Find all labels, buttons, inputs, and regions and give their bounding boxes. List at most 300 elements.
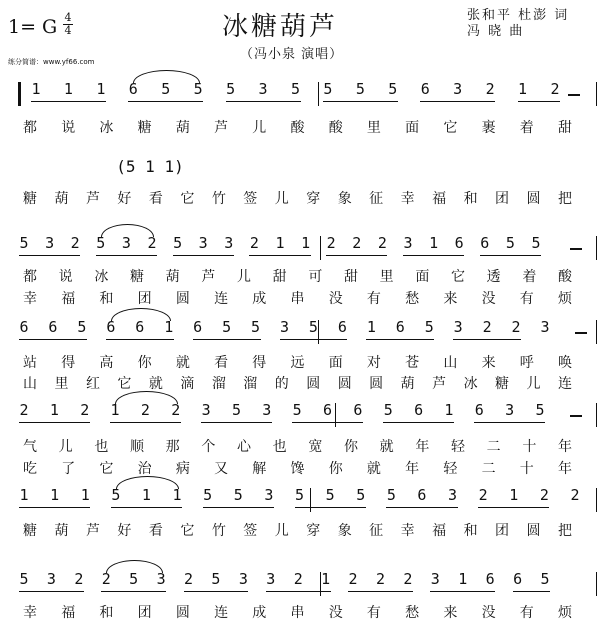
lyric-char: 它	[180, 191, 195, 207]
beam	[292, 422, 363, 423]
lyric-char: 儿	[58, 439, 73, 455]
lyric-char: 糖	[495, 376, 510, 392]
lyric-char: 它	[443, 120, 458, 136]
lyric-char: 站	[23, 355, 37, 371]
note: 6	[420, 80, 430, 98]
notation-row	[0, 570, 600, 600]
note: 6	[513, 570, 523, 588]
note: 2	[293, 570, 303, 588]
note: 1	[49, 401, 59, 419]
lyric-char: 吃	[23, 461, 37, 477]
note: 1	[19, 486, 29, 504]
lyric-line	[0, 602, 600, 620]
note: 1	[110, 401, 120, 419]
note: 5	[290, 80, 301, 98]
barline	[318, 82, 319, 106]
barline	[320, 572, 321, 596]
note: 3	[201, 401, 211, 419]
beam	[226, 101, 301, 102]
slur	[133, 70, 200, 83]
lyric-char: 福	[61, 291, 76, 307]
lyric-char: 芦	[85, 191, 100, 207]
beam	[249, 255, 310, 256]
lyric-char: 没	[481, 605, 496, 621]
note: 1	[321, 570, 331, 588]
lyric-char: 对	[366, 355, 381, 371]
lyric-char: 征	[369, 523, 384, 539]
lyric-char: 穿	[306, 523, 321, 539]
intro-notes: (5 1 1)	[116, 157, 184, 176]
lyric-char: 透	[486, 269, 501, 285]
beam	[106, 339, 174, 340]
lyric-char: 馋	[290, 461, 305, 477]
lyric-char: 心	[237, 439, 251, 455]
lyric-line	[0, 188, 600, 206]
lyric-char: 气	[23, 439, 37, 455]
beam	[128, 101, 203, 102]
lyric-char: 溜	[211, 376, 226, 392]
lyric-line	[0, 117, 600, 135]
note: 5	[383, 401, 393, 419]
lyric-char: 冰	[99, 120, 114, 136]
beam	[19, 507, 90, 508]
lyric-char: 和	[99, 605, 114, 621]
note: 3	[448, 486, 458, 504]
beam	[295, 507, 366, 508]
note: 2	[482, 318, 492, 336]
sustain-dash	[570, 415, 582, 417]
lyric-char: 儿	[526, 376, 541, 392]
lyric-char: 团	[137, 291, 152, 307]
beam	[513, 591, 550, 592]
lyric-char: 象	[337, 191, 352, 207]
lyric-line	[0, 520, 600, 538]
beam	[348, 591, 413, 592]
note: 6	[48, 318, 58, 336]
lyric-char: 糖	[130, 269, 144, 285]
note: 2	[101, 570, 111, 588]
beam	[96, 255, 157, 256]
lyric-char: 连	[214, 605, 229, 621]
lyric-char: 好	[117, 523, 132, 539]
note: 5	[19, 234, 29, 252]
beam	[518, 101, 560, 102]
lyric-char: 裹	[481, 120, 496, 136]
note: 5	[323, 80, 333, 98]
lyric-char: 就	[175, 355, 190, 371]
note: 5	[355, 80, 365, 98]
note: 5	[173, 234, 183, 252]
lyric-char: 酸	[328, 120, 343, 136]
note: 6	[485, 570, 495, 588]
lyric-char: 里	[366, 120, 381, 136]
note: 5	[292, 401, 302, 419]
lyric-char: 二	[481, 461, 496, 477]
note: 6	[106, 318, 116, 336]
lyric-char: 有	[519, 291, 534, 307]
lyric-char: 烦	[558, 291, 572, 307]
lyric-char: 也	[94, 439, 109, 455]
time-signature	[63, 12, 73, 37]
lyric-char: 成	[252, 291, 267, 307]
beam	[366, 339, 434, 340]
lyric-char: 有	[366, 291, 381, 307]
lyric-char: 苍	[405, 355, 420, 371]
beam	[19, 339, 87, 340]
lyric-char: 里	[54, 376, 69, 392]
lyric-char: 溜	[243, 376, 258, 392]
barline	[318, 320, 319, 344]
note: 6	[135, 318, 145, 336]
lyric-char: 山	[443, 355, 458, 371]
note: 3	[540, 318, 550, 336]
note: 3	[403, 234, 413, 252]
lyric-char: 糖	[23, 191, 37, 207]
note: 3	[264, 486, 274, 504]
beam	[111, 507, 182, 508]
lyric-char: 芦	[214, 120, 229, 136]
lyric-char: 里	[379, 269, 394, 285]
beam	[383, 422, 454, 423]
lyric-char: 芦	[85, 523, 100, 539]
lyric-char: 都	[23, 269, 37, 285]
lyric-char: 圆	[526, 523, 541, 539]
lyric-char: 葫	[165, 269, 180, 285]
beam	[19, 591, 84, 592]
sustain-dash	[570, 248, 582, 250]
lyric-char: 可	[308, 269, 323, 285]
note: 5	[111, 486, 121, 504]
beam	[110, 422, 181, 423]
lyric-char: 来	[443, 605, 458, 621]
note: 6	[323, 401, 333, 419]
lyric-char: 幸	[400, 191, 415, 207]
note: 6	[19, 318, 29, 336]
barline	[596, 572, 597, 596]
lyric-char: 芦	[201, 269, 216, 285]
lyric-char: 竹	[211, 523, 226, 539]
lyric-char: 葫	[54, 191, 69, 207]
note: 5	[77, 318, 87, 336]
note: 5	[294, 486, 305, 504]
lyric-char: 愁	[405, 291, 420, 307]
lyric-char: 的	[274, 376, 289, 392]
lyric-char: 儿	[274, 523, 289, 539]
note: 5	[535, 401, 545, 419]
lyric-char: 看	[148, 191, 163, 207]
lyric-char: 幸	[400, 523, 415, 539]
beam	[403, 255, 464, 256]
lyric-char: 着	[519, 120, 534, 136]
lyric-char: 高	[99, 355, 114, 371]
lyric-char: 甜	[558, 120, 572, 136]
lyric-char: 轻	[451, 439, 465, 455]
lyric-char: 征	[369, 191, 384, 207]
lyric-char: 宽	[308, 439, 323, 455]
lyric-char: 烦	[558, 605, 572, 621]
beam	[386, 507, 457, 508]
notation-row	[0, 234, 600, 264]
lyric-char: 你	[344, 439, 358, 455]
note: 5	[161, 80, 171, 98]
lyric-char: 呼	[519, 355, 534, 371]
lyric-char: 连	[558, 376, 572, 392]
note: 3	[45, 234, 55, 252]
note: 2	[80, 401, 90, 419]
lyric-char: 就	[379, 439, 394, 455]
beam	[420, 101, 495, 102]
note: 6	[480, 234, 490, 252]
lyric-char: 团	[137, 605, 152, 621]
lyric-char: 有	[366, 605, 381, 621]
lyric-char: 福	[432, 191, 447, 207]
beam	[474, 422, 545, 423]
lyric-char: 年	[558, 439, 572, 455]
time-signature-top: 4	[64, 11, 72, 24]
note: 5	[424, 318, 434, 336]
lyric-char: 成	[252, 605, 267, 621]
lyric-char: 把	[558, 191, 572, 207]
lyric-char: 你	[328, 461, 343, 477]
beam	[430, 591, 495, 592]
note: 3	[238, 570, 248, 588]
note: 5	[308, 318, 318, 336]
lyric-char: 圆	[369, 376, 384, 392]
lyric-char: 酸	[558, 269, 572, 285]
lyric-char: 也	[272, 439, 287, 455]
beam	[19, 422, 90, 423]
lyric-char: 福	[432, 523, 447, 539]
note: 3	[262, 401, 272, 419]
lyric-char: 把	[558, 523, 572, 539]
note: 2	[403, 570, 413, 588]
slur	[111, 308, 171, 321]
note: 3	[46, 570, 56, 588]
notation-row	[0, 401, 600, 431]
time-signature-bottom: 4	[64, 24, 72, 37]
beam	[203, 507, 274, 508]
lyric-char: 顺	[130, 439, 144, 455]
note: 5	[129, 570, 139, 588]
note: 5	[211, 570, 221, 588]
note: 5	[96, 234, 106, 252]
note: 2	[171, 401, 181, 419]
note: 2	[140, 401, 150, 419]
note: 5	[540, 570, 550, 588]
note: 2	[348, 570, 358, 588]
lyric-line	[0, 373, 600, 391]
lyric-char: 有	[519, 605, 534, 621]
note: 2	[352, 234, 362, 252]
lyric-char: 好	[117, 191, 132, 207]
beam	[101, 591, 166, 592]
barline	[596, 236, 597, 260]
note: 1	[50, 486, 60, 504]
barline	[596, 403, 597, 427]
lyric-char: 冰	[94, 269, 109, 285]
note: 2	[485, 80, 495, 98]
note: 1	[301, 234, 311, 252]
lyric-char: 象	[337, 523, 352, 539]
key-signature: 1= G	[8, 16, 58, 38]
slur	[101, 224, 154, 237]
lyric-char: 面	[415, 269, 430, 285]
note: 3	[156, 570, 166, 588]
beam	[184, 591, 249, 592]
site-link[interactable]: 练分简谱：www.yf66.com	[8, 58, 95, 66]
note: 6	[417, 486, 427, 504]
lyric-char: 说	[61, 120, 76, 136]
lyric-char: 糖	[137, 120, 152, 136]
note: 2	[539, 486, 549, 504]
lyric-char: 个	[201, 439, 216, 455]
note: 5	[356, 486, 366, 504]
lyric-char: 和	[99, 291, 114, 307]
note: 5	[226, 80, 236, 98]
lyric-char: 病	[175, 461, 190, 477]
lyric-char: 圆	[175, 605, 190, 621]
lyric-char: 山	[23, 376, 37, 392]
lyricist: 张和平 杜澎 词	[467, 8, 570, 23]
lyric-char: 二	[486, 439, 501, 455]
lyric-char: 糖	[23, 523, 37, 539]
lyric-char: 儿	[274, 191, 289, 207]
song-title: 冰糖葫芦	[222, 12, 339, 42]
composer: 冯 晓 曲	[467, 24, 525, 39]
lyric-char: 连	[214, 291, 229, 307]
lyric-char: 年	[405, 461, 420, 477]
lyric-char: 甜	[344, 269, 358, 285]
note: 6	[353, 401, 363, 419]
note: 2	[377, 234, 387, 252]
note: 3	[279, 318, 290, 336]
note: 1	[429, 234, 439, 252]
lyric-char: 圆	[175, 291, 190, 307]
note: 3	[121, 234, 131, 252]
note: 6	[474, 401, 484, 419]
lyric-char: 解	[252, 461, 267, 477]
lyric-char: 治	[137, 461, 152, 477]
lyric-char: 滴	[180, 376, 195, 392]
note: 3	[198, 234, 208, 252]
lyric-char: 幸	[23, 605, 37, 621]
lyric-char: 唤	[558, 355, 572, 371]
lyric-char: 圆	[306, 376, 321, 392]
lyric-char: 那	[165, 439, 180, 455]
beam	[323, 101, 398, 102]
note: 3	[453, 80, 463, 98]
barline	[310, 488, 311, 512]
notation-row	[0, 80, 600, 110]
note: 1	[509, 486, 519, 504]
note: 3	[266, 570, 276, 588]
lyric-char: 得	[252, 355, 267, 371]
lyric-char: 儿	[237, 269, 251, 285]
note: 2	[19, 401, 29, 419]
beam	[19, 255, 80, 256]
note: 5	[531, 234, 541, 252]
credits	[467, 8, 569, 40]
lyric-char: 它	[117, 376, 132, 392]
note: 2	[550, 80, 560, 98]
lyric-char: 和	[463, 191, 478, 207]
lyric-char: 芦	[432, 376, 447, 392]
lyric-char: 年	[558, 461, 572, 477]
lyric-char: 没	[328, 605, 343, 621]
lyric-line	[0, 288, 600, 306]
note: 2	[147, 234, 157, 252]
beam	[201, 422, 272, 423]
note: 5	[505, 234, 515, 252]
note: 6	[414, 401, 424, 419]
note: 2	[184, 570, 194, 588]
note: 6	[454, 234, 464, 252]
beam	[326, 255, 387, 256]
note: 1	[458, 570, 468, 588]
slur	[116, 476, 179, 489]
lyric-char: 来	[443, 291, 458, 307]
note: 5	[193, 80, 203, 98]
lyric-char: 串	[290, 291, 305, 307]
note: 6	[128, 80, 138, 98]
lyric-line	[0, 266, 600, 284]
lyric-char: 串	[290, 605, 305, 621]
lyric-char: 团	[495, 191, 510, 207]
note: 1	[172, 486, 182, 504]
lyric-char: 圆	[337, 376, 352, 392]
lyric-line	[0, 436, 600, 454]
notation-row	[0, 157, 600, 187]
note: 1	[164, 318, 174, 336]
lyric-char: 它	[451, 269, 465, 285]
lyric-char: 说	[58, 269, 73, 285]
note: 2	[326, 234, 336, 252]
lyric-char: 面	[328, 355, 343, 371]
lyric-char: 远	[290, 355, 305, 371]
note: 2	[478, 486, 488, 504]
lyric-char: 团	[495, 523, 510, 539]
lyric-char: 甜	[272, 269, 287, 285]
lyric-char: 冰	[463, 376, 478, 392]
note: 5	[233, 486, 243, 504]
note: 1	[80, 486, 90, 504]
note: 2	[570, 486, 580, 504]
lyric-char: 没	[328, 291, 343, 307]
note: 1	[444, 401, 454, 419]
beam	[478, 507, 549, 508]
note: 3	[505, 401, 515, 419]
note: 1	[518, 80, 528, 98]
beam	[193, 339, 261, 340]
lyric-line	[0, 458, 600, 476]
lyric-char: 就	[366, 461, 381, 477]
performer: （冯小泉 演唱）	[240, 47, 344, 62]
note: 2	[74, 570, 84, 588]
note: 1	[31, 80, 41, 98]
repeat-barline	[18, 82, 21, 106]
lyric-char: 没	[481, 291, 496, 307]
lyric-char: 福	[61, 605, 76, 621]
sustain-dash	[568, 94, 580, 96]
note: 5	[251, 318, 261, 336]
lyric-char: 面	[405, 120, 420, 136]
note: 3	[258, 80, 268, 98]
lyric-char: 十	[522, 439, 537, 455]
note: 1	[96, 80, 106, 98]
sustain-dash	[575, 332, 587, 334]
lyric-char: 愁	[405, 605, 420, 621]
note: 1	[141, 486, 151, 504]
